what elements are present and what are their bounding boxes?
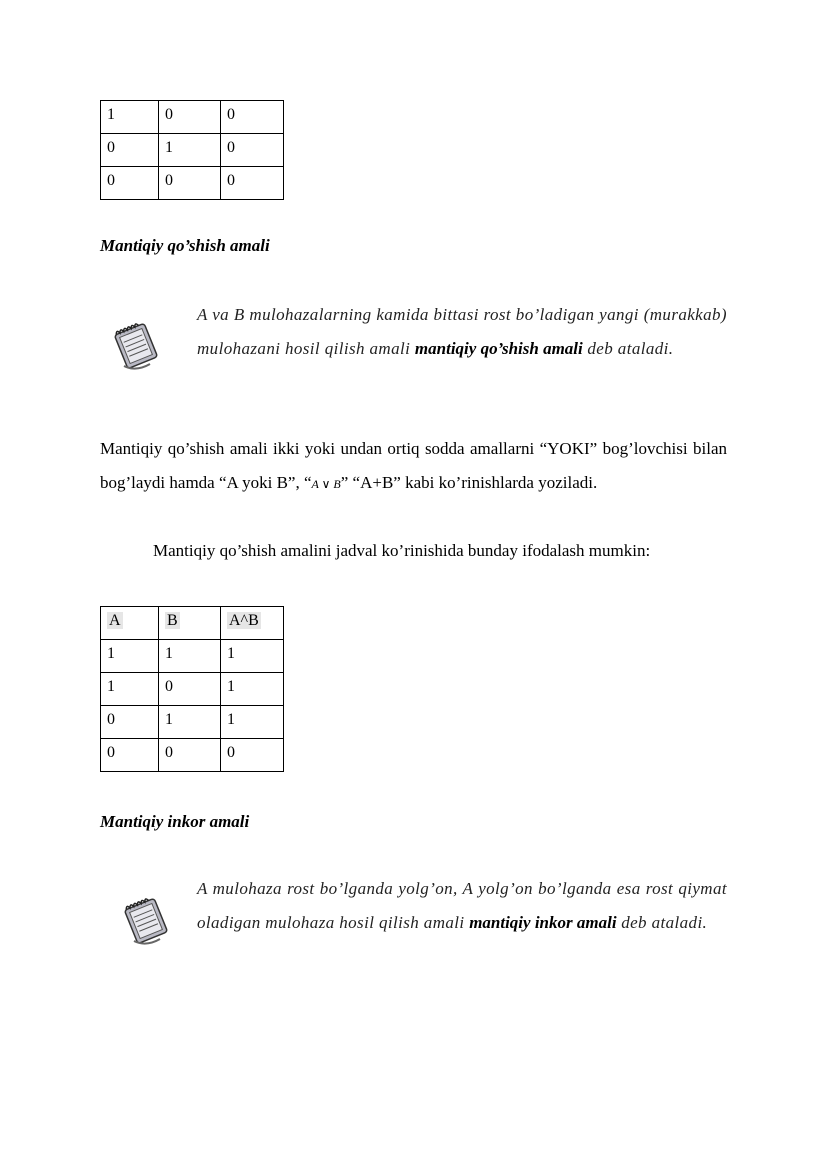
definition-disjunction <box>197 298 727 366</box>
table-header-cell <box>159 607 221 640</box>
table-row <box>101 640 284 673</box>
table-header-row <box>101 607 284 640</box>
definition-text: A va B mulohazalarning kamida bittasi rost bo’ladigan yangi (murakkab) mulohazani hosil qilish amali <box>197 305 727 358</box>
table-cell: 0 <box>101 167 159 200</box>
definition-text: A mulohaza rost bo’lganda yolg’on, A yolg’on bo’lganda esa rost qiymat oladigan mulohaza hosil qilish amali <box>197 879 727 932</box>
definition-term: mantiqiy qo’shish amali <box>414 339 583 358</box>
table-cell: 1 <box>221 706 284 739</box>
table-row <box>101 134 284 167</box>
table-cell: 0 <box>221 167 284 200</box>
body-paragraph-table-intro: Mantiqiy qo’shish amalini jadval ko’rinishida bunday ifodalash mumkin: <box>153 541 651 560</box>
formula: A ∨ B <box>311 477 341 491</box>
definition-text-end: deb ataladi. <box>582 339 674 358</box>
table-cell: 1 <box>221 640 284 673</box>
header-label: A^B <box>229 612 259 629</box>
table-cell: 0 <box>159 739 221 772</box>
table-cell: 0 <box>101 706 159 739</box>
table-row <box>101 167 284 200</box>
definition-term: mantiqiy inkor amali <box>469 913 617 932</box>
table-row <box>101 673 284 706</box>
notepad-icon <box>120 893 172 954</box>
paragraph-text-end: ” “A+B” kabi ko’rinishlarda yoziladi. <box>340 473 598 492</box>
truth-table-and-tail <box>100 100 284 200</box>
table-cell: 0 <box>101 134 159 167</box>
table-cell: 1 <box>159 706 221 739</box>
body-paragraph <box>100 432 727 501</box>
table-cell: 1 <box>159 134 221 167</box>
section-heading-disjunction: Mantiqiy qo’shish amali <box>100 236 270 255</box>
header-label: A <box>109 612 121 629</box>
table-row <box>101 101 284 134</box>
table-cell: 0 <box>159 673 221 706</box>
table-cell: 1 <box>221 673 284 706</box>
table-cell: 1 <box>101 673 159 706</box>
section-heading-negation: Mantiqiy inkor amali <box>100 812 250 831</box>
table-cell: 0 <box>221 101 284 134</box>
table-cell: 1 <box>101 640 159 673</box>
definition-negation <box>197 872 727 940</box>
table-row <box>101 706 284 739</box>
definition-text-end: deb ataladi. <box>616 913 708 932</box>
paragraph-text: Mantiqiy qo’shish amali ikki yoki undan ortiq sodda amallarni “YOKI” bog’lovchisi bilan bog’laydi hamda “A yoki B”, “ <box>100 439 727 492</box>
table-header-cell <box>101 607 159 640</box>
table-cell: 0 <box>221 739 284 772</box>
truth-table-disjunction <box>100 606 284 772</box>
table-cell: 0 <box>221 134 284 167</box>
table-header-cell <box>221 607 284 640</box>
header-label: B <box>167 612 178 629</box>
table-cell: 0 <box>101 739 159 772</box>
table-cell: 1 <box>159 640 221 673</box>
table-cell: 0 <box>159 101 221 134</box>
table-row <box>101 739 284 772</box>
table-cell: 0 <box>159 167 221 200</box>
table-cell: 1 <box>101 101 159 134</box>
notepad-icon <box>110 318 162 379</box>
